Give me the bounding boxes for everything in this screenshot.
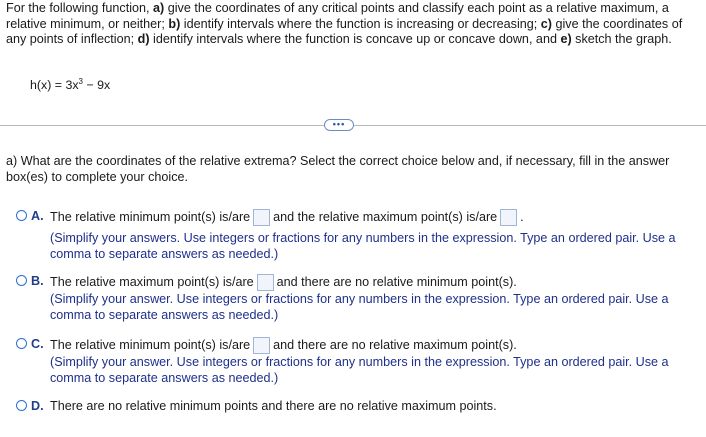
- radio-choice-d[interactable]: [16, 400, 27, 411]
- prompt-part-c-label: c): [540, 16, 552, 31]
- choice-c-text-1: The relative minimum point(s) is/are: [50, 337, 251, 352]
- radio-choice-a[interactable]: [16, 210, 27, 221]
- prompt-part-d-label: d): [137, 32, 150, 46]
- choice-a-statement: [50, 209, 524, 226]
- choice-d-statement: There are no relative minimum points and there are no relative maximum points.: [50, 399, 497, 413]
- prompt-part-e-label: e): [560, 32, 572, 46]
- prompt-part-b: identify intervals where the function is increasing or decreasing;: [180, 16, 541, 31]
- expand-more-button[interactable]: •••: [324, 119, 354, 131]
- choice-c-statement: [50, 337, 517, 354]
- answer-box-c-min[interactable]: [253, 337, 270, 354]
- answer-box-a-min[interactable]: [253, 209, 270, 226]
- choice-b-letter: B.: [31, 274, 44, 288]
- prompt-part-b-label: b): [168, 16, 181, 31]
- function-tail: − 9x: [83, 78, 111, 92]
- prompt-part-c: give the coordinates of any points of inflection;: [6, 16, 683, 46]
- choice-b-text-2: and there are no relative minimum point(s).: [276, 274, 517, 289]
- choice-b-text-1: The relative maximum point(s) is/are: [50, 274, 254, 289]
- radio-choice-c[interactable]: [16, 338, 27, 349]
- choice-b-statement: [50, 274, 517, 291]
- problem-statement: [6, 1, 698, 48]
- function-base: h(x) = 3x: [30, 78, 79, 92]
- choice-a-text-3: .: [520, 209, 524, 224]
- answer-box-b-max[interactable]: [257, 274, 274, 291]
- prompt-part-e: sketch the graph.: [571, 32, 672, 46]
- choice-c-text-2: and there are no relative maximum point(s).: [273, 337, 517, 352]
- prompt-intro: For the following function,: [6, 1, 154, 15]
- choice-c-hint: (Simplify your answer. Use integers or fractions for any numbers in the expression. Type an ordered pair. Use a comma to separate answers as needed.): [50, 355, 669, 385]
- choice-b-hint: (Simplify your answer. Use integers or fractions for any numbers in the expression. Type an ordered pair. Use a comma to separate answers as needed.): [50, 292, 669, 322]
- choice-d-letter: D.: [31, 399, 44, 413]
- prompt-part-a: give the coordinates of any critical points and classify each point as a relative maximum, a relative minimum, or neither;: [6, 1, 669, 31]
- choice-a-text-2: and the relative maximum point(s) is/are: [273, 209, 498, 224]
- function-expression: [30, 77, 110, 92]
- choice-a-letter: A.: [31, 209, 44, 223]
- answer-box-a-max[interactable]: [500, 209, 517, 226]
- choice-c-letter: C.: [31, 337, 44, 351]
- prompt-part-d: identify intervals where the function is concave up or concave down, and: [149, 32, 561, 46]
- function-exponent: 3: [78, 77, 83, 86]
- choice-a-text-1: The relative minimum point(s) is/are: [50, 209, 251, 224]
- prompt-part-a-label: a): [153, 1, 165, 15]
- radio-choice-b[interactable]: [16, 275, 27, 286]
- question-text: a) What are the coordinates of the relative extrema? Select the correct choice below and, if necessary, fill in the answer box(es) to complete your choice.: [6, 154, 670, 184]
- choice-a-hint: (Simplify your answers. Use integers or fractions for any numbers in the expression. Type an ordered pair. Use a comma to separate answers as needed.): [50, 231, 676, 261]
